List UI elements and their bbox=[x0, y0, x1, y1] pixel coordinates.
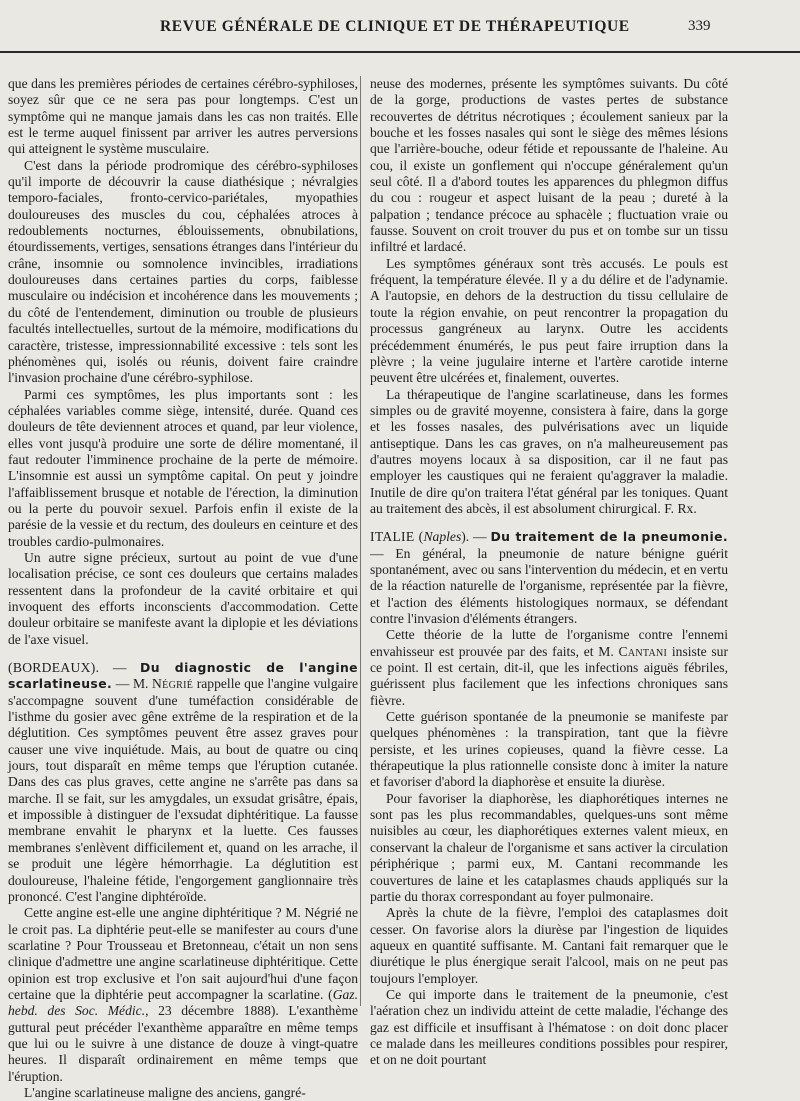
paragraph: La thérapeutique de l'angine scarlatineuse, dans les formes simples ou de gravité moyenne, consistera à faire, dans la gorge et les fosses nasales, des pulvérisations avec un liquide antiseptique. Dans les cas graves, on n'a malheureusement pas d'autres moyens locaux à sa disposition, car il ne faut pas employer les caustiques qui ne feraient qu'aggraver la maladie. Inutile de dire qu'on traitera l'état général par les toniques. Quant au traitement des abcès, il est absolument chirurgical. F. Rx. bbox=[370, 386, 728, 516]
header-rule bbox=[0, 51, 800, 53]
page-header bbox=[0, 16, 800, 42]
paragraph: C'est dans la période prodromique des cérébro-syphiloses qu'il importe de découvrir la cause diathésique ; névralgies temporo-faciales, fronto-cervico-pariétales, myopathies douloureuses des muscles du cou, céphalées atroces à redoublements nocturnes, éblouissements, obnubilations, étourdissements, vertiges, sensations étranges dans l'intérieur du crâne, insomnie ou somnolence invincibles, irradiations douloureuses dans certaines parties du corps, faiblesse musculaire ou indécision et incohérence dans les mouvements ; du côté de l'entendement, diminution ou trouble de plusieurs facultés intellectuelles, surtout de la mémoire, modifications du caractère, tristesse, impressionnabilité excessive : tels sont les phénomènes qui, isolés ou réunis, doivent faire craindre l'invasion prochaine d'une cérébro-syphilose. bbox=[8, 157, 358, 386]
article-bordeaux: (BORDEAUX). — Du diagnostic de l'angine scarlatineuse. — M. Négrié rappelle que l'angine vulgaire s'accompagne souvent d'une tuméfaction considérable de l'isthme du gosier avec gêne extrême de la respiration et de la déglutition. Ces symptômes peuvent être assez graves pour causer une vive inquiétude. Mais, au bout de quatre ou cinq jours, tout disparaît en même temps que l'éruption cutanée. Dans des cas plus graves, cette angine ne s'arrête pas dans sa marche. Il se fait, sur les amygdales, un exsudat grisâtre, épais, et impossible à distinguer de l'exsudat diphtéritique. La fausse membrane envahit le pharynx et la luette. Ces fausses membranes s'enlèvent difficilement et, quand on les arrache, il se produit une légère hémorrhagie. La déglutition est douloureuse, l'haleine fétide, l'engorgement ganglionnaire très prononcé. C'est l'angine diphtéroïde. bbox=[8, 660, 358, 904]
page-number: 339 bbox=[688, 18, 711, 34]
author-name: Cantani bbox=[618, 643, 668, 659]
article-italie: ITALIE (Naples). — Du traitement de la pneumonie. — En général, la pneumonie de nature bénigne guérit spontanément, avec ou sans l'intervention du médecin, et en vertu de la réaction naturelle de l'organisme, représentée par la fièvre, et l'action des éléments histologiques normaux, se défendant contre l'invasion d'éléments étrangers. bbox=[370, 529, 728, 626]
article-location: (BORDEAUX). bbox=[8, 660, 100, 676]
paragraph: Cette théorie de la lutte de l'organisme contre l'ennemi envahisseur est prouvée par des faits, et M. Cantani insiste sur ce point. Il est certain, dit-il, que les infections aiguës fébriles, guérissent plus facilement que les infections chroniques sans fièvre. bbox=[370, 627, 728, 708]
paragraph: que dans les premières périodes de certaines cérébro-syphiloses, soyez sûr que ce ne sera pas pour longtemps. C'est un symptôme qui ne manque jamais dans les cas non traités. Elle est le terme auquel finissent par arriver les autres perversions qui atteignent le système musculaire. bbox=[8, 76, 358, 157]
column-divider bbox=[360, 76, 361, 1006]
left-column bbox=[8, 76, 358, 1101]
paragraph: Après la chute de la fièvre, l'emploi des cataplasmes doit cesser. On favorise alors la diurèse par l'ingestion de liquides aqueux en quantité suffisante. M. Cantani fait remarquer que le diurétique le plus énergique serait l'alcool, mais on ne peut pas toujours l'employer. bbox=[370, 905, 728, 986]
running-title: REVUE GÉNÉRALE DE CLINIQUE ET DE THÉRAPEUTIQUE bbox=[160, 18, 630, 35]
article-title: Du diagnostic de l'angine scarlatineuse. bbox=[8, 660, 358, 692]
article-location: ITALIE ( bbox=[370, 529, 424, 545]
author-name: Négrié bbox=[152, 676, 194, 692]
right-column bbox=[370, 76, 728, 1069]
paragraph: Un autre signe précieux, surtout au point de vue d'une localisation précise, ce sont ces douleurs que certains malades ressentent dans la profondeur de la cavité orbitaire et qui invoquent des efforts inconscients d'accommodation. Cette douleur orbitaire se manifeste avant la diplopie et les déviations de l'axe visuel. bbox=[8, 549, 358, 647]
paragraph: Cette guérison spontanée de la pneumonie se manifeste par quelques phénomènes : la transpiration, tant que la fièvre persiste, et les urines copieuses, quand la fièvre cesse. La thérapeutique la plus rationnelle consiste donc à imiter la nature et favoriser d'abord la diaphorèse et ensuite la diurèse. bbox=[370, 709, 728, 790]
paragraph: Ce qui importe dans le traitement de la pneumonie, c'est l'aération chez un individu atteint de cette maladie, l'échange des gaz est difficile et insuffisant à l'hématose : on doit donc placer ce malade dans les meilleures conditions possibles pour respirer, et on ne doit pourtant bbox=[370, 986, 728, 1068]
paragraph: Cette angine est-elle une angine diphtéritique ? M. Négrié ne le croit pas. La diphtérie peut-elle se manifester au cours d'une scarlatine ? Pour Trousseau et Bretonneau, c'était un non sens clinique d'admettre une angine scarlatineuse diphtéritique. Cette opinion est trop exclusive et l'on sait aujourd'hui d'une façon certaine que la diphtérie peut accompagner la scarlatine. (Gaz. hebd. des Soc. Médic., 23 décembre 1888). L'exanthème guttural peut précéder l'exanthème apparaître en même temps que lui ou le suivre à une distance de douze à vingt-quatre heures. Il disparaît ordinairement en même temps que l'éruption. bbox=[8, 905, 358, 1084]
article-title: Du traitement de la pneumonie. bbox=[490, 529, 728, 545]
paragraph: Parmi ces symptômes, les plus importants sont : les céphalées variables comme siège, intensité, durée. Quand ces douleurs de tête deviennent atroces et quand, par leur violence, elles vont jusqu'à produire une sorte de délire momentané, il faut redouter l'imminence prochaine de la perte de mémoire. L'insomnie est aussi un symptôme capital. On peut y joindre l'affaiblissement brusque et notable de l'érection, la diminution ou la perte du pouvoir sexuel. Parfois enfin il existe de la parésie de la vessie et du rectum, des douleurs en ceinture et des troubles cardio-pulmonaires. bbox=[8, 386, 358, 549]
paragraph: neuse des modernes, présente les symptômes suivants. Du côté de la gorge, productions de vastes pertes de substance recouvertes de détritus nécrotiques ; écoulement sanieux par la bouche et les fosses nasales qui sont le siège des mêmes lésions que l'arrière-bouche, odeur fétide et repoussante de l'haleine. Au cou, il existe un gonflement qui n'occupe généralement qu'un seul côté. Il a d'abord toutes les apparences du phlegmon diffus du cou : rougeur et aspect luisant de la peau ; dureté à la palpation ; tendance précoce au sphacèle ; fluctuation vraie ou fausse. Souvent on croit trouver du pus et on tombe sur un tissu infiltré et lardacé. bbox=[370, 76, 728, 255]
paragraph: Les symptômes généraux sont très accusés. Le pouls est fréquent, la température élevée. Il y a du délire et de l'adynamie. A l'autopsie, en dehors de la destruction du tissu cellulaire de toute la région envahie, on peut rencontrer la propagation du processus gangréneux au larynx. Outre les accidents précédemment énumérés, le pus peut faire irruption dans la plèvre ; la veine jugulaire interne et l'artère carotide interne peuvent être ulcérées et, finalement, ouvertes. bbox=[370, 255, 728, 386]
citation: Gaz. hebd. des Soc. Médic. bbox=[8, 986, 358, 1019]
paragraph: Pour favoriser la diaphorèse, les diaphorétiques internes ne sont pas les plus recommandables, quelques-uns sont même nuisibles au cœur, les diaphorétiques externes valent mieux, en conservant la chaleur de l'organisme et sans activer la circulation périphérique ; parmi eux, M. Cantani recommande les couvertures de laine et les cataplasmes chauds appliqués sur la partie du thorax correspondant au foyer pulmonaire. bbox=[370, 790, 728, 904]
paragraph: L'angine scarlatineuse maligne des anciens, gangré- bbox=[24, 1084, 306, 1100]
signature: F. Rx. bbox=[664, 500, 697, 516]
